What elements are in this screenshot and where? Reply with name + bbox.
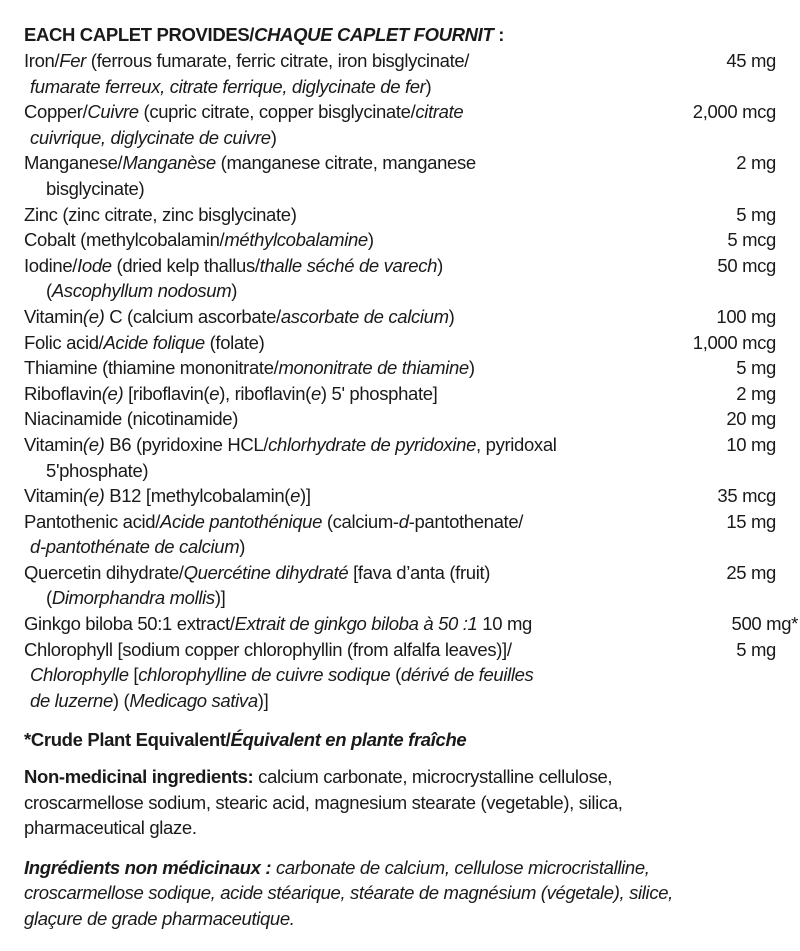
ingredient-line [24, 176, 652, 202]
non-medicinal-french [24, 855, 684, 932]
text-segment: bisglycinate) [46, 177, 145, 199]
text-segment: (e) [101, 382, 124, 404]
text-segment: (folate) [204, 331, 265, 353]
ingredient-description [24, 330, 652, 356]
text-segment: ) [448, 305, 455, 327]
ingredient-description [24, 483, 652, 509]
text-segment: B12 [methylcobalamin( [104, 485, 291, 507]
ingredient-line [24, 381, 652, 407]
text-segment: (cupric citrate, copper bisglycinate/ [138, 101, 416, 123]
ingredient-row [24, 304, 784, 330]
ingredient-description [24, 406, 652, 432]
text-segment: Manganese/ [24, 152, 123, 174]
text-segment: chlorhydrate de pyridoxine [268, 433, 477, 455]
text-segment: )] [257, 689, 269, 711]
ingredient-description [24, 48, 652, 99]
text-segment: (e) [82, 433, 105, 455]
ingredient-amount: 2,000 mcg [692, 101, 776, 123]
ingredient-line [24, 458, 652, 484]
ingredient-line [24, 637, 652, 663]
ingredient-line [24, 406, 652, 432]
ingredient-description [24, 381, 652, 407]
text-segment: Dimorphandra mollis [51, 587, 215, 609]
ingredient-amount: 2 mg [736, 152, 776, 174]
text-segment: Cuivre [87, 101, 139, 123]
text-segment: (e) [82, 305, 105, 327]
text-segment: cuivrique, diglycinate de cuivre [30, 126, 271, 148]
text-segment: Medicago sativa [129, 689, 258, 711]
text-segment: Vitamin [24, 485, 83, 507]
text-segment: ) [468, 357, 475, 379]
text-segment: Chlorophylle [30, 664, 129, 686]
ingredient-line [24, 304, 652, 330]
text-segment: Folic acid/ [24, 331, 104, 353]
ingredient-amount: 5 mg [736, 638, 776, 660]
ingredient-description [24, 432, 652, 483]
ingredient-row [24, 406, 784, 432]
ingredient-line [24, 202, 652, 228]
text-segment: citrate [415, 101, 464, 123]
text-segment: Fer [59, 50, 86, 71]
text-segment: Chlorophyll [sodium copper chlorophyllin (from alfalfa leaves)]/ [24, 638, 512, 660]
crude-note-english: *Crude Plant Equivalent/ [24, 729, 231, 751]
ingredient-row [24, 560, 784, 611]
ingredient-line [24, 253, 652, 279]
ingredient-line [24, 688, 652, 714]
text-segment: Acide folique [103, 331, 205, 353]
ingredient-amount: 5 mg [736, 357, 776, 379]
ingredient-description [24, 253, 652, 304]
ingredient-amount: 5 mcg [727, 229, 776, 251]
text-segment: Manganèse [122, 152, 216, 174]
ingredient-amount: 35 mcg [717, 485, 776, 507]
text-segment: )] [214, 587, 226, 609]
ingredient-amount: 5 mg [736, 203, 776, 225]
ingredient-amount: 45 mg [726, 50, 776, 71]
text-segment: ) [231, 280, 238, 302]
ingredient-amount: 500 mg* [731, 613, 798, 635]
ingredient-row [24, 381, 784, 407]
crude-plant-note [24, 727, 784, 752]
text-segment: ) [437, 254, 443, 276]
ingredient-description [24, 355, 652, 381]
text-segment: e [209, 382, 220, 404]
text-segment: , pyridoxal [476, 433, 557, 455]
text-segment: ) [367, 229, 374, 251]
text-segment: )] [300, 485, 311, 507]
text-segment: (e) [82, 485, 105, 507]
text-segment: [ [128, 664, 139, 686]
text-segment: ) [239, 536, 246, 558]
text-segment: ( [46, 280, 52, 302]
ingredient-line [24, 483, 652, 509]
ingredient-description [24, 150, 652, 201]
ingredient-line [24, 278, 652, 304]
text-segment: dérivé de feuilles [400, 664, 534, 686]
ingredient-amount: 10 mg [726, 433, 776, 455]
ingredient-line [24, 330, 652, 356]
text-segment: Cobalt (methylcobalamin/ [24, 229, 225, 251]
text-segment: ( [46, 587, 52, 609]
ingredient-line [24, 560, 652, 586]
text-segment: e [290, 485, 301, 507]
ingredient-row [24, 355, 784, 381]
ingredient-description [24, 227, 652, 253]
non-medicinal-english [24, 764, 684, 841]
text-segment: ) [425, 75, 432, 97]
text-segment: e [310, 382, 321, 404]
ingredient-line [24, 585, 652, 611]
crude-note-french: Équivalent en plante fraîche [230, 729, 467, 751]
text-segment: ( [390, 664, 401, 686]
ingredient-row [24, 253, 784, 304]
text-segment: Acide pantothénique [159, 510, 323, 532]
text-segment: 10 mg [477, 613, 532, 635]
text-segment: 5'phosphate) [46, 459, 149, 481]
ingredient-line [24, 662, 652, 688]
ingredient-description [24, 509, 652, 560]
ingredient-line [24, 125, 652, 151]
text-segment: Vitamin [24, 433, 83, 455]
text-segment: Iron/ [24, 50, 60, 71]
ingredient-line [24, 227, 652, 253]
text-segment: (manganese citrate, manganese [215, 152, 476, 174]
text-segment: Niacinamide (nicotinamide) [24, 408, 239, 430]
ingredient-row [24, 611, 798, 637]
text-segment: ), riboflavin( [219, 382, 311, 404]
text-segment: Quercétine dihydraté [183, 561, 349, 583]
ingredient-row [24, 509, 784, 560]
text-segment: -pantothenate/ [408, 510, 524, 532]
ingredient-line [24, 355, 652, 381]
non-medicinal-text: calcium carbonate, microcrystalline cellulose, croscarmellose sodium, stearic acid, magnesium stearate (vegetable), silica, pharmaceutical glaze. [24, 766, 623, 839]
ingredient-description [24, 560, 652, 611]
ingredient-row [24, 202, 784, 228]
non-medicinal-text-fr: carbonate de calcium, cellulose microcristalline, croscarmellose sodique, acide stéarique, stéarate de magnésium (végetale), silice, glaçure de grade pharmaceutique. [24, 856, 673, 929]
ingredient-amount: 1,000 mcg [692, 331, 776, 353]
text-segment: fumarate ferreux, citrate ferrique, diglycinate de fer [30, 75, 426, 97]
ingredient-amount: 100 mg [716, 305, 776, 327]
ingredient-description [24, 611, 652, 637]
ingredient-description [24, 99, 652, 150]
text-segment: Pantothenic acid/ [24, 510, 160, 532]
text-segment: ) ( [112, 689, 130, 711]
ingredient-row [24, 227, 784, 253]
text-segment: (calcium- [322, 510, 399, 532]
text-segment: de luzerne [30, 689, 113, 711]
text-segment: (ferrous fumarate, ferric citrate, iron bisglycinate/ [85, 50, 470, 71]
text-segment: Iode [77, 254, 112, 276]
text-segment: Ascophyllum nodosum [51, 280, 232, 302]
heading-colon: : [493, 24, 505, 45]
text-segment: ) 5' phosphate] [320, 382, 438, 404]
ingredient-row [24, 99, 784, 150]
ingredient-description [24, 637, 652, 714]
ingredient-line [24, 74, 652, 100]
text-segment: Vitamin [24, 305, 83, 327]
ingredient-amount: 50 mcg [717, 254, 776, 276]
ingredient-amount: 15 mg [726, 510, 776, 532]
ingredient-line [24, 534, 652, 560]
non-medicinal-label: Non-medicinal ingredients: [24, 766, 254, 788]
ingredient-row [24, 330, 784, 356]
text-segment: (dried kelp thallus/ [111, 254, 260, 276]
ingredient-line [24, 432, 652, 458]
text-segment: d-pantothénate de calcium [30, 536, 240, 558]
heading-french: CHAQUE CAPLET FOURNIT [254, 24, 494, 45]
text-segment: [fava d’anta (fruit) [348, 561, 491, 583]
ingredient-line [24, 48, 652, 74]
text-segment: Thiamine (thiamine mononitrate/ [24, 357, 279, 379]
ingredient-line [24, 150, 652, 176]
ingredient-description [24, 202, 652, 228]
text-segment: thalle séché de varech [259, 254, 438, 276]
text-segment: Ginkgo biloba 50:1 extract/ [24, 613, 235, 635]
ingredient-row [24, 48, 784, 99]
text-segment: méthylcobalamine [224, 229, 368, 251]
ingredient-line [24, 611, 652, 637]
ingredient-list [24, 48, 798, 713]
ingredient-row [24, 637, 784, 714]
text-segment: C (calcium ascorbate/ [104, 305, 281, 327]
heading-english: EACH CAPLET PROVIDES/ [24, 24, 255, 45]
non-medicinal-label-fr: Ingrédients non médicinaux : [24, 856, 272, 878]
ingredient-amount: 20 mg [726, 408, 776, 430]
ingredient-description [24, 304, 652, 330]
ingredient-row [24, 150, 784, 201]
text-segment: Quercetin dihydrate/ [24, 561, 184, 583]
ingredient-row [24, 432, 784, 483]
ingredient-line [24, 509, 652, 535]
text-segment: mononitrate de thiamine [278, 357, 469, 379]
text-segment: Extrait de ginkgo biloba à 50 :1 [234, 613, 478, 635]
text-segment: Copper/ [24, 101, 88, 123]
ingredient-amount: 2 mg [736, 382, 776, 404]
text-segment: Iodine/ [24, 254, 78, 276]
text-segment: chlorophylline de cuivre sodique [138, 664, 391, 686]
text-segment: ) [270, 126, 277, 148]
ingredient-line [24, 99, 652, 125]
text-segment: Zinc (zinc citrate, zinc bisglycinate) [24, 203, 297, 225]
ingredient-amount: 25 mg [726, 561, 776, 583]
panel-heading [24, 22, 784, 48]
ingredient-row [24, 483, 784, 509]
text-segment: d [398, 510, 409, 532]
text-segment: Riboflavin [24, 382, 102, 404]
text-segment: ascorbate de calcium [280, 305, 449, 327]
text-segment: B6 (pyridoxine HCL/ [104, 433, 269, 455]
text-segment: [riboflavin( [123, 382, 210, 404]
